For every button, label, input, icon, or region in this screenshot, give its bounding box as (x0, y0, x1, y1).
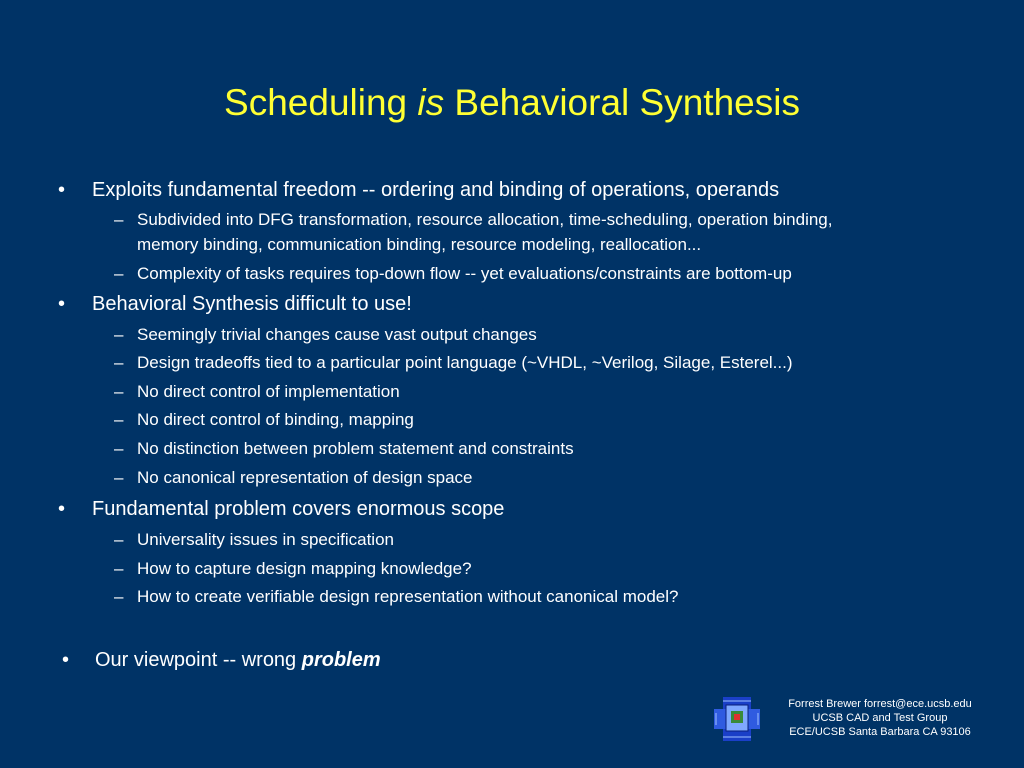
bullet-marker: • (62, 649, 70, 671)
sub-bullet-marker: – (114, 353, 124, 372)
sub-bullet-marker: – (114, 587, 124, 606)
sub-bullet-marker: – (114, 410, 124, 429)
sub-bullet-marker: – (114, 325, 124, 344)
sub-bullet-marker: – (114, 264, 124, 283)
title-part1: Scheduling (224, 82, 418, 123)
sub-bullet-marker: – (114, 559, 124, 578)
sub-bullet-marker: – (114, 210, 124, 229)
sub-bullet-text: No direct control of implementation (137, 382, 400, 401)
final-bullet-lead: Our viewpoint -- wrong (95, 649, 302, 671)
sub-bullet-marker: – (114, 439, 124, 458)
slide-title (0, 78, 1024, 128)
footer-credits (775, 697, 985, 739)
final-bullet-emphasis: problem (301, 649, 381, 671)
bullet-text: Behavioral Synthesis difficult to use! (92, 293, 412, 315)
sub-bullet-text: Design tradeoffs tied to a particular point language (~VHDL, ~Verilog, Silage, Esterel...) (137, 353, 793, 372)
bullet-marker: • (58, 179, 66, 201)
sub-bullet-text: No distinction between problem statement and constraints (137, 439, 574, 458)
bullet-marker: • (58, 293, 66, 315)
title-emphasis: is (417, 82, 445, 123)
sub-bullet-text: Seemingly trivial changes cause vast output changes (137, 325, 537, 344)
sub-bullet-text: How to capture design mapping knowledge? (137, 559, 472, 578)
sub-bullet-marker: – (114, 530, 124, 549)
sub-bullet-text: Complexity of tasks requires top-down flow -- yet evaluations/constraints are bottom-up (137, 264, 792, 283)
sub-bullet-text: Universality issues in specification (137, 530, 394, 549)
ucsb-cad-logo-icon (714, 697, 760, 741)
sub-bullet-text: No direct control of binding, mapping (137, 410, 414, 429)
sub-bullet-text: No canonical representation of design space (137, 468, 473, 487)
sub-bullet-text: How to create verifiable design representation without canonical model? (137, 587, 679, 606)
footer-line: Forrest Brewer forrest@ece.ucsb.edu (788, 698, 972, 710)
sub-bullet-text: memory binding, communication binding, resource modeling, reallocation... (137, 235, 702, 254)
bullet-marker: • (58, 498, 66, 520)
footer-line: UCSB CAD and Test Group (812, 712, 948, 724)
bullet-text: Fundamental problem covers enormous scope (92, 498, 505, 520)
sub-bullet-marker: – (114, 382, 124, 401)
footer-line: ECE/UCSB Santa Barbara CA 93106 (789, 726, 971, 738)
sub-bullet-text: Subdivided into DFG transformation, resource allocation, time-scheduling, operation binding, (137, 210, 833, 229)
bullet-text: Exploits fundamental freedom -- ordering and binding of operations, operands (92, 179, 780, 201)
final-bullet-text (95, 648, 381, 672)
sub-bullet-marker: – (114, 468, 124, 487)
title-part2: Behavioral Synthesis (444, 82, 800, 123)
